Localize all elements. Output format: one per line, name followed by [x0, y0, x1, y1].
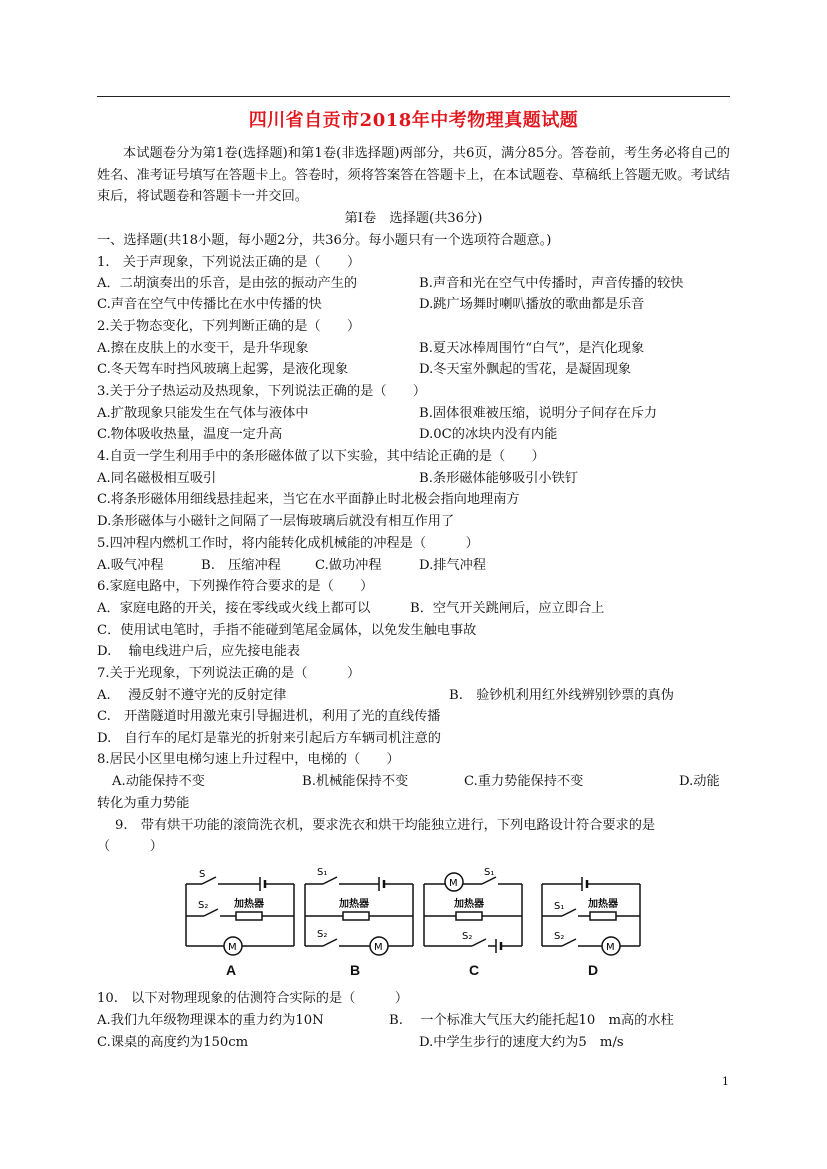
circuit-diagram-d	[538, 866, 650, 958]
q10-option-b: B. 一个标准大气压大约能托起10 m高的水柱	[389, 1013, 674, 1028]
q2-option-c: C.冬天驾车时挡风玻璃上起雾，是液化现象	[97, 362, 349, 377]
q3-option-c: C.物体吸收热量，温度一定升高	[97, 427, 283, 442]
q8-stem: 8.居民小区里电梯匀速上升过程中，电梯的（ ）	[97, 752, 400, 767]
q3-option-a: A.扩散现象只能发生在气体与液体中	[97, 406, 309, 421]
q6-option-b: B．空气开关跳闸后，应立即合上	[410, 601, 605, 616]
q6-stem: 6.家庭电路中，下列操作符合要求的是（ ）	[97, 579, 374, 594]
q5-option-d: D.排气冲程	[419, 558, 487, 573]
q10-option-c: C.课桌的高度约为150cm	[97, 1035, 249, 1050]
page-number: 1	[722, 1075, 729, 1088]
circuit-label-a: A	[226, 962, 237, 978]
q8-option-b: B.机械能保持不变	[302, 774, 409, 789]
q8-option-d-cont: 转化为重力势能	[97, 796, 190, 811]
header-rule	[97, 96, 730, 97]
circuit-label-b: B	[350, 962, 361, 978]
q4-stem: 4.自贡一学生利用手中的条形磁体做了以下实验，其中结论正确的是（ ）	[97, 449, 545, 464]
q5-option-c: C.做功冲程	[315, 558, 382, 573]
circuit-d-motor-label: M	[606, 942, 615, 953]
q6-option-c: C．使用试电笔时，手指不能碰到笔尾金属体，以免发生触电事故	[97, 623, 477, 638]
circuit-diagram-b	[303, 866, 415, 958]
q10-stem: 10. 以下对物理现象的估测符合实际的是（ ）	[97, 991, 409, 1006]
circuit-b-motor-label: M	[374, 942, 383, 953]
q2-option-b: B.夏天冰棒周围竹“白气”，是汽化现象	[419, 341, 645, 356]
circuit-label-d: D	[588, 962, 599, 978]
circuit-a-s2-label: S₂	[198, 900, 209, 911]
q4-option-a: A.同名磁极相互吸引	[97, 471, 217, 486]
circuit-a-s-label: S	[199, 869, 206, 880]
circuit-c-heater-label: 加热器	[454, 899, 484, 910]
q1-option-d: D.跳广场舞时喇叭播放的歌曲都是乐音	[419, 297, 645, 312]
q7-stem: 7.关于光现象，下列说法正确的是（ ）	[97, 666, 361, 681]
q2-stem: 2.关于物态变化，下列判断正确的是（ ）	[97, 319, 361, 334]
circuit-b-s2-label: S₂	[317, 929, 328, 940]
q2-option-d: D.冬天室外飘起的雪花，是凝固现象	[419, 362, 632, 377]
q5-option-b: B. 压缩冲程	[201, 558, 281, 573]
q1-option-b: B.声音和光在空气中传播时，声音传播的较快	[419, 276, 684, 291]
page-title: 四川省自贡市2018年中考物理真题试题	[248, 110, 579, 131]
q7-option-d: D. 自行车的尾灯是靠光的折射来引起后方车辆司机注意的	[97, 731, 441, 746]
circuit-label-c: C	[469, 962, 480, 978]
q5-option-a: A.吸气冲程	[97, 558, 164, 573]
circuit-c-motor-label: M	[449, 878, 458, 889]
q6-option-a: A．家庭电路的开关，接在零线或火线上都可以	[97, 601, 371, 616]
q4-option-d: D.条形磁体与小磁针之间隔了一层悔玻璃后就没有相互作用了	[97, 514, 455, 529]
circuit-diagram-c	[420, 866, 532, 958]
circuit-d-s1-label: S₁	[554, 901, 565, 912]
q7-option-c: C. 开凿隧道时用激光束引导掘进机，利用了光的直线传播	[97, 709, 441, 724]
q8-option-a: A.动能保持不变	[112, 774, 205, 789]
q2-option-a: A.擦在皮肤上的水变干，是升华现象	[97, 341, 309, 356]
circuit-c-s1-label: S₁	[484, 867, 495, 878]
circuit-b-heater-label: 加热器	[339, 899, 369, 910]
q7-option-a: A. 漫反射不遵守光的反射定律	[97, 688, 287, 703]
q10-option-d: D.中学生步行的速度大约为5 m/s	[419, 1035, 624, 1050]
q7-option-b: B. 验钞机利用红外线辨别钞票的真伪	[449, 688, 674, 703]
q5-stem: 5.四冲程内燃机工作时，将内能转化成机械能的冲程是（ ）	[97, 536, 479, 551]
q9-paren: （ ）	[97, 839, 163, 854]
q1-option-a: A．二胡演奏出的乐音，是由弦的振动产生的	[97, 276, 358, 291]
q6-option-d: D. 输电线进户后，应先接电能表	[97, 644, 301, 659]
q9-stem: 9. 带有烘干功能的滚筒洗衣机，要求洗衣和烘干均能独立进行，下列电路设计符合要求的是	[115, 818, 656, 833]
q3-option-d: D.0C的冰块内没有内能	[419, 427, 558, 442]
circuit-c-s2-label: S₂	[462, 931, 473, 942]
q10-option-a: A.我们九年级物理课本的重力约为10N	[97, 1013, 324, 1028]
q4-option-c: C.将条形磁体用细线悬挂起来，当它在水平面静止时北极会指向地理南方	[97, 492, 520, 507]
q8-option-d: D.动能	[679, 774, 720, 789]
circuit-a-motor-label: M	[228, 942, 237, 953]
q3-option-b: B.固体很难被压缩，说明分子间存在斥力	[419, 406, 658, 421]
q4-option-b: B.条形磁体能够吸引小铁钉	[419, 471, 578, 486]
circuit-d-heater-label: 加热器	[588, 899, 618, 910]
q8-option-c: C.重力势能保持不变	[464, 774, 584, 789]
intro-paragraph: 本试题卷分为第1卷(选择题)和第1卷(非选择题)两部分，共6页，满分85分。答卷前，考生务必将自己的姓名、准考证号填写在答题卡上。答卷时，须将答案答在答题卡上，在本试题卷、草稿纸上答题无败。考试结束后，将试题卷和答题卡一并交回。	[97, 146, 730, 204]
circuit-b-s1-label: S₁	[317, 867, 328, 878]
circuit-a-heater-label: 加热器	[234, 899, 264, 910]
q3-stem: 3.关于分子热运动及热现象，下列说法正确的是（ ）	[97, 384, 427, 399]
circuit-d-s2-label: S₂	[554, 931, 565, 942]
q1-stem: 1. 关于声现象，下列说法正确的是（ ）	[97, 255, 361, 270]
section-instruction: 一、选择题(共18小题，每小题2分，共36分。每小题只有一个选项符合题意。)	[97, 233, 552, 248]
section-title: 第Ⅰ卷 选择题(共36分)	[344, 211, 483, 226]
q1-option-c: C.声音在空气中传播比在水中传播的快	[97, 297, 322, 312]
circuit-diagram-a	[184, 866, 296, 958]
